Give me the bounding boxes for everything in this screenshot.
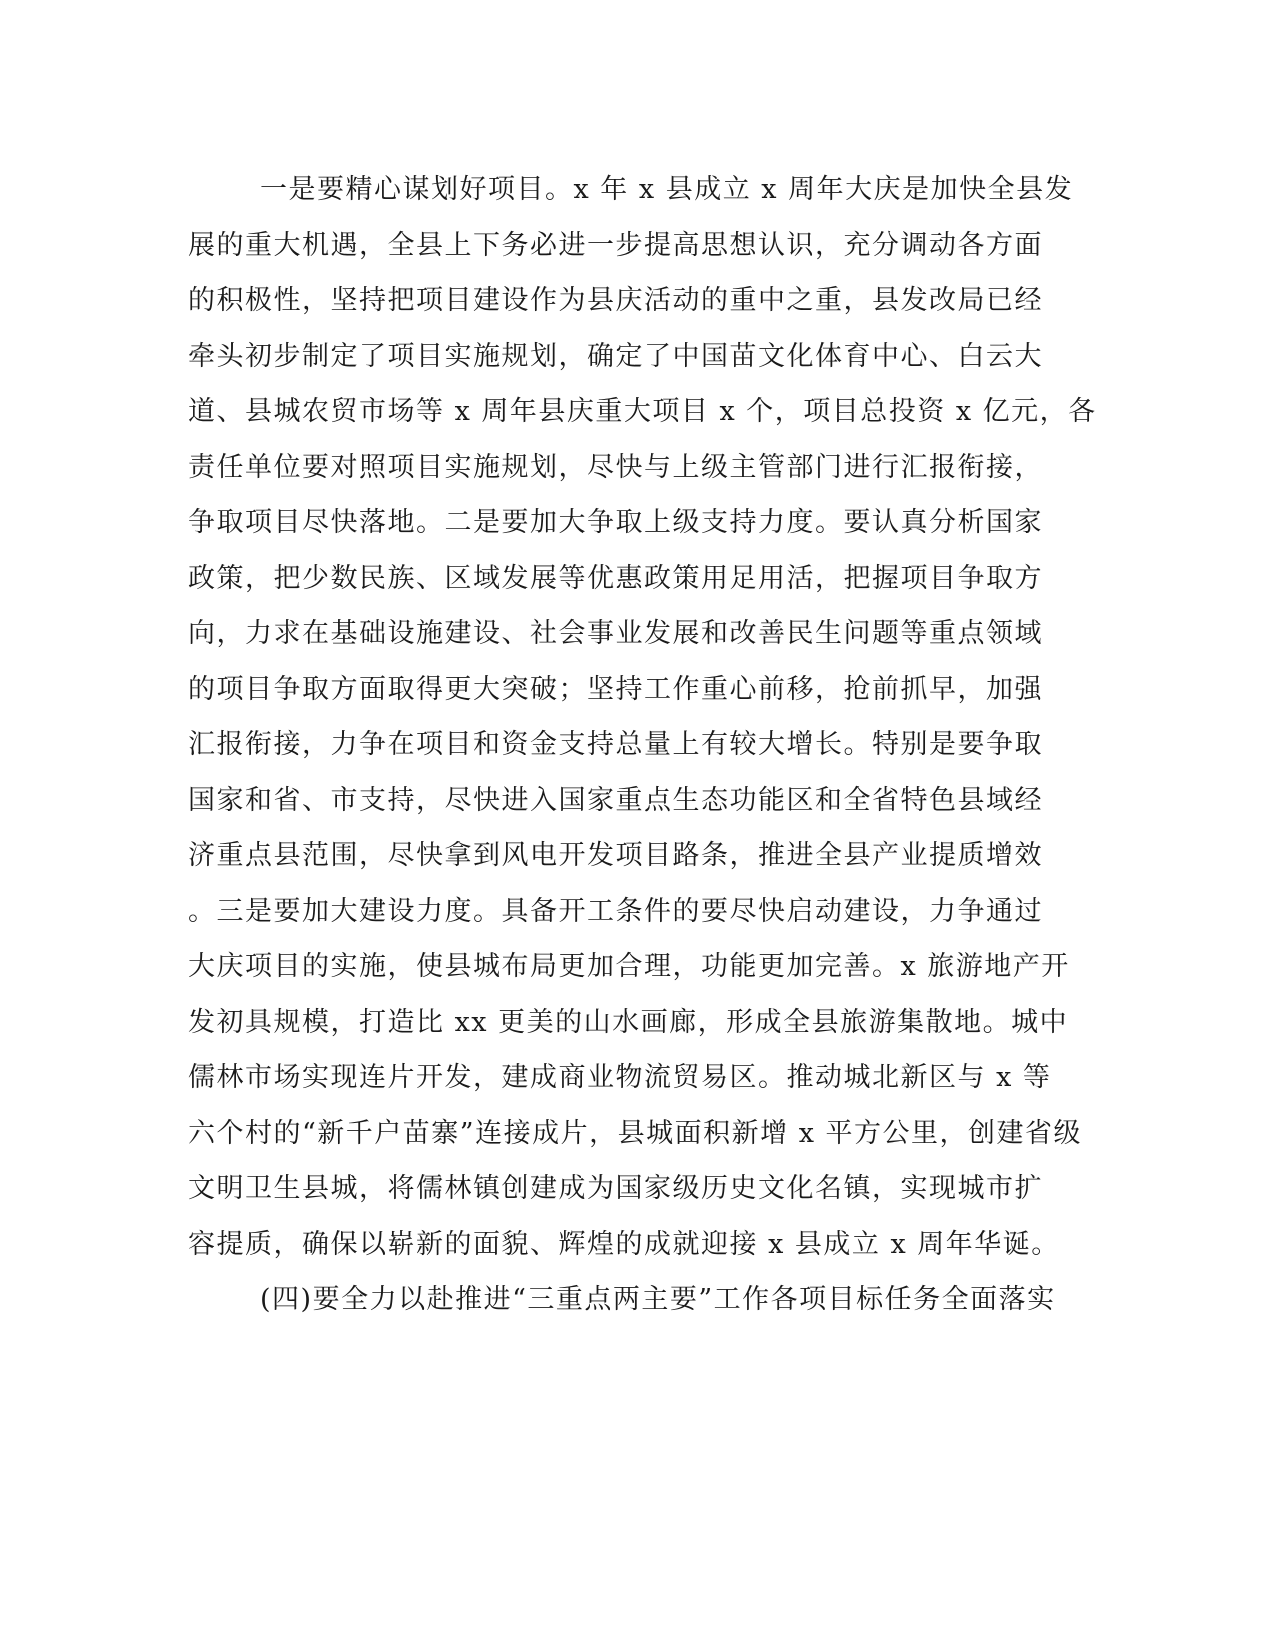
paragraph-line: 发初具规模，打造比 xx 更美的山水画廊，形成全县旅游集散地。城中 <box>188 1006 1069 1038</box>
section-heading-line: (四)要全力以赴推进“三重点两主要”工作各项目标任务全面落实 <box>260 1284 1056 1315</box>
paragraph-line: 国家和省、市支持，尽快进入国家重点生态功能区和全省特色县域经 <box>188 784 1043 816</box>
paragraph-line: 的项目争取方面取得更大突破；坚持工作重心前移，抢前抓早，加强 <box>188 673 1043 705</box>
paragraph-line: 汇报衔接，力争在项目和资金支持总量上有较大增长。特别是要争取 <box>188 729 1043 760</box>
paragraph-line: 责任单位要对照项目实施规划，尽快与上级主管部门进行汇报衔接， <box>188 451 1043 483</box>
paragraph-line: 大庆项目的实施，使县城布局更加合理，功能更加完善。x 旅游地产开 <box>188 951 1070 982</box>
paragraph-line: 容提质，确保以崭新的面貌、辉煌的成就迎接 x 县成立 x 周年华诞。 <box>188 1228 1060 1260</box>
paragraph-line: 展的重大机遇，全县上下务必进一步提高思想认识，充分调动各方面 <box>188 229 1043 261</box>
paragraph-line: 牵头初步制定了项目实施规划，确定了中国苗文化体育中心、白云大 <box>188 340 1043 372</box>
paragraph-line: 济重点县范围，尽快拿到风电开发项目路条，推进全县产业提质增效 <box>188 840 1043 871</box>
body-text <box>188 162 1097 1328</box>
paragraph-line: 一是要精心谋划好项目。x 年 x 县成立 x 周年大庆是加快全县发 <box>260 174 1074 205</box>
paragraph-line: 儒林市场实现连片开发，建成商业物流贸易区。推动城北新区与 x 等 <box>188 1062 1052 1093</box>
paragraph-line: 道、县城农贸市场等 x 周年县庆重大项目 x 个，项目总投资 x 亿元，各 <box>188 396 1097 427</box>
paragraph-line: 政策，把少数民族、区域发展等优惠政策用足用活，把握项目争取方 <box>188 562 1043 594</box>
paragraph-line: 。三是要加大建设力度。具备开工条件的要尽快启动建设，力争通过 <box>188 895 1043 927</box>
paragraph-line: 的积极性，坚持把项目建设作为县庆活动的重中之重，县发改局已经 <box>188 285 1043 316</box>
paragraph-line: 文明卫生县城，将儒林镇创建成为国家级历史文化名镇，实现城市扩 <box>188 1173 1043 1204</box>
paragraph-line: 六个村的“新千户苗寨”连接成片，县城面积新增 x 平方公里，创建省级 <box>188 1117 1082 1149</box>
paragraph-line: 争取项目尽快落地。二是要加大争取上级支持力度。要认真分析国家 <box>188 507 1043 538</box>
paragraph-line: 向，力求在基础设施建设、社会事业发展和改善民生问题等重点领域 <box>188 618 1043 649</box>
